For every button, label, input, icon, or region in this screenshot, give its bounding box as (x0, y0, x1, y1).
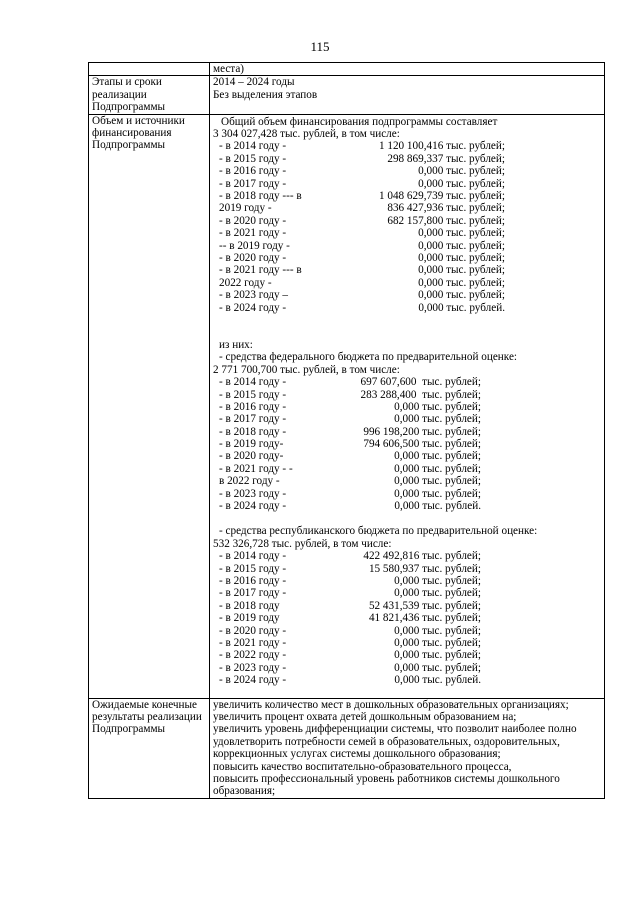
amount-value: 1 120 100,416 тыс. рублей; (378, 140, 505, 153)
amount-row (219, 575, 601, 587)
year-label: - в 2017 году - (219, 413, 287, 426)
amount-row (219, 302, 601, 314)
amount-value: 0,000 тыс. рублей; (418, 227, 505, 240)
amount-value: 0,000 тыс. рублей; (418, 165, 505, 178)
amount-row (219, 190, 601, 202)
amount-value: 1 048 629,739 тыс. рублей; (378, 190, 505, 202)
amount-row (219, 649, 601, 661)
amount-value: 0,000 тыс. рублей; (394, 575, 481, 588)
page-number: 115 (310, 39, 330, 54)
amount-value: 0,000 тыс. рублей; (394, 413, 481, 426)
amount-value: 298 869,337 тыс. рублей; (387, 152, 505, 165)
year-label: - в 2018 году (219, 599, 280, 612)
year-label: - в 2019 году (219, 612, 280, 625)
year-label: - в 2020 году - (219, 624, 287, 637)
finance-total: 3 304 027,428 тыс. рублей, в том числе: (213, 128, 400, 141)
amount-row (219, 488, 601, 500)
amount-value: 41 821,436 тыс. рублей; (368, 612, 481, 625)
amount-row (219, 500, 601, 512)
year-label: - в 2021 году - (219, 227, 287, 240)
year-label: -- в 2019 году - (219, 239, 290, 252)
result-paragraph: увеличить процент охвата детей дошкольным образованием на; (213, 710, 517, 723)
amount-row (219, 625, 601, 637)
amount-value: 0,000 тыс. рублей. (418, 301, 505, 314)
year-label: - в 2015 году - (219, 562, 287, 575)
table-row (89, 698, 605, 798)
republic-total: 532 326,728 тыс. рублей, в том числе: (213, 537, 392, 550)
amount-value: 15 580,937 тыс. рублей; (368, 562, 481, 575)
result-paragraph: увеличить количество мест в дошкольных образовательных организациях; (213, 698, 569, 711)
federal-heading: - средства федерального бюджета по предварительной оценке: (219, 351, 518, 364)
amount-row (219, 153, 601, 165)
amount-row (219, 612, 601, 624)
of-them-label: из них: (219, 338, 253, 351)
amount-row (219, 215, 601, 227)
federal-rows (219, 376, 601, 512)
year-label: - в 2024 году - (219, 500, 287, 513)
amount-row (219, 289, 601, 301)
amount-row (219, 600, 601, 612)
amount-value: 0,000 тыс. рублей; (394, 587, 481, 600)
year-label: - в 2023 году - (219, 487, 287, 500)
amount-value: 996 198,200 тыс. рублей; (363, 425, 481, 438)
row-label-finance: Объем и источники финансирования Подпрограммы (89, 114, 210, 698)
amount-row (219, 376, 601, 388)
amount-value: 0,000 тыс. рублей; (418, 289, 505, 302)
amount-value: 0,000 тыс. рублей; (394, 624, 481, 637)
amount-value: 52 431,539 тыс. рублей; (368, 599, 481, 612)
finance-intro: Общий объем финансирования подпрограммы составляет (221, 115, 498, 128)
amount-row (219, 637, 601, 649)
year-label: - в 2014 году - (219, 550, 287, 563)
amount-row (219, 178, 601, 190)
year-label: - в 2024 году - (219, 674, 287, 687)
amount-row (219, 240, 601, 252)
year-label: - в 2017 году - (219, 177, 287, 190)
stages-line: Без выделения этапов (213, 88, 318, 101)
amount-value: 0,000 тыс. рублей; (394, 649, 481, 662)
year-label: - в 2021 году - - (219, 462, 293, 475)
year-label: - в 2020 году - (219, 214, 287, 227)
results-cell (210, 698, 605, 798)
stages-line: 2014 – 2024 годы (213, 76, 295, 89)
federal-total: 2 771 700,700 тыс. рублей, в том числе: (213, 363, 400, 376)
amount-value: 0,000 тыс. рублей; (418, 276, 505, 289)
year-label: 2022 году - (219, 276, 272, 289)
amount-row (219, 202, 601, 214)
amount-value: 0,000 тыс. рублей; (418, 251, 505, 264)
table-cell (89, 63, 210, 76)
year-label: в 2022 году - (219, 475, 280, 488)
amount-row (219, 252, 601, 264)
year-label: - в 2021 году --- в (219, 264, 302, 277)
amount-row (219, 563, 601, 575)
year-label: - в 2018 году --- в (219, 190, 302, 202)
year-label: - в 2016 году - (219, 165, 287, 178)
year-label: - в 2014 году - (219, 140, 287, 153)
passport-table (88, 62, 605, 799)
amount-value: 697 607,600 тыс. рублей; (360, 376, 481, 389)
year-label: - в 2023 году - (219, 661, 287, 674)
stages-cell (210, 76, 605, 114)
year-label: - в 2021 году - (219, 636, 287, 649)
amount-row (219, 450, 601, 462)
table-cell (210, 63, 605, 76)
finance-cell (210, 114, 605, 698)
year-label: - в 2023 году – (219, 289, 289, 302)
republic-heading: - средства республиканского бюджета по предварительной оценке: (219, 525, 538, 538)
amount-row (219, 463, 601, 475)
year-label: - в 2020 году- (219, 450, 284, 463)
amount-value: 0,000 тыс. рублей; (418, 239, 505, 252)
amount-value: 0,000 тыс. рублей; (418, 264, 505, 277)
amount-row (219, 438, 601, 450)
year-label: - в 2016 году - (219, 400, 287, 413)
amount-row (219, 674, 601, 686)
result-paragraph: повысить качество воспитательно-образовательного процесса, (213, 760, 512, 773)
year-label: - в 2020 году - (219, 251, 287, 264)
table-row (89, 114, 605, 698)
amount-value: 0,000 тыс. рублей. (394, 500, 481, 513)
amount-row (219, 277, 601, 289)
year-label: 2019 году - (219, 202, 272, 215)
amount-value: 0,000 тыс. рублей; (418, 177, 505, 190)
year-label: - в 2024 году - (219, 301, 287, 314)
amount-value: 682 157,800 тыс. рублей; (387, 214, 505, 227)
amount-value: 794 606,500 тыс. рублей; (363, 438, 481, 451)
result-paragraph: повысить профессиональный уровень работников системы дошкольного образования; (213, 772, 560, 798)
year-label: - в 2015 году - (219, 388, 287, 401)
result-paragraph: увеличить уровень дифференциации системы, что позволит наиболее полно удовлетворить потребности семей в образовательных, оздоровительных, коррекционных услугах системы дошкольного образования; (213, 723, 577, 761)
year-label: - в 2015 году - (219, 152, 287, 165)
amount-value: 0,000 тыс. рублей; (394, 661, 481, 674)
amount-row (219, 587, 601, 599)
amount-row (219, 264, 601, 276)
amount-row (219, 475, 601, 487)
amount-row (219, 227, 601, 239)
amount-value: 0,000 тыс. рублей; (394, 450, 481, 463)
amount-row (219, 140, 601, 152)
amount-row (219, 401, 601, 413)
amount-row (219, 550, 601, 562)
total-rows (219, 140, 601, 313)
amount-value: 0,000 тыс. рублей. (394, 674, 481, 687)
republic-rows (219, 550, 601, 686)
amount-row (219, 165, 601, 177)
year-label: - в 2017 году - (219, 587, 287, 600)
amount-value: 0,000 тыс. рублей; (394, 475, 481, 488)
amount-value: 0,000 тыс. рублей; (394, 462, 481, 475)
row-label-results: Ожидаемые конечные результаты реализации Подпрограммы (89, 698, 210, 798)
year-label: - в 2022 году - (219, 649, 287, 662)
table-row (89, 76, 605, 114)
year-label: - в 2019 году- (219, 438, 284, 451)
amount-value: 836 427,936 тыс. рублей; (387, 202, 505, 215)
year-label: - в 2016 году - (219, 575, 287, 588)
amount-value: 0,000 тыс. рублей; (394, 636, 481, 649)
row-label-stages: Этапы и сроки реализации Подпрограммы (89, 76, 210, 114)
amount-row (219, 389, 601, 401)
amount-value: 0,000 тыс. рублей; (394, 487, 481, 500)
amount-value: 0,000 тыс. рублей; (394, 400, 481, 413)
cell-text: места) (213, 63, 245, 75)
amount-row (219, 413, 601, 425)
table-row (89, 63, 605, 76)
amount-row (219, 662, 601, 674)
amount-row (219, 426, 601, 438)
amount-value: 422 492,816 тыс. рублей; (363, 550, 481, 563)
amount-value: 283 288,400 тыс. рублей; (360, 388, 481, 401)
year-label: - в 2018 году - (219, 425, 287, 438)
year-label: - в 2014 году - (219, 376, 287, 389)
